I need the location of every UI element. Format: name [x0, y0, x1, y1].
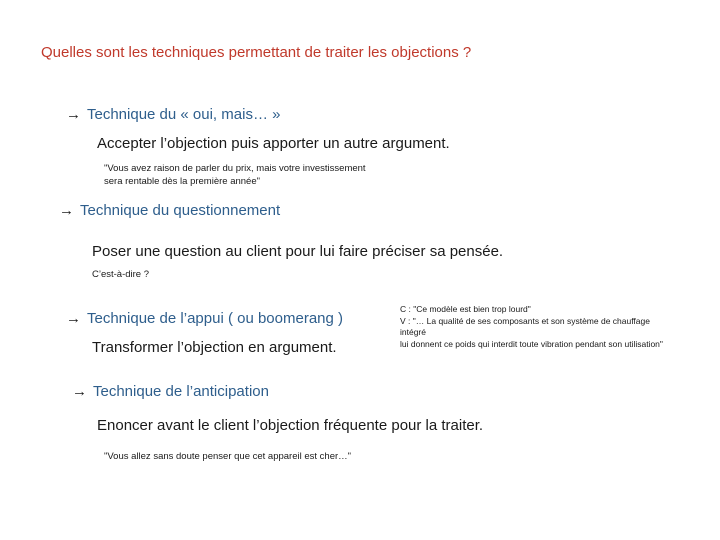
section-body-appui: Transformer l’objection en argument. — [92, 339, 337, 356]
example-line: C : "Ce modèle est bien trop lourd" — [400, 304, 531, 314]
arrow-icon: → — [66, 310, 81, 327]
example-oui-mais — [104, 162, 366, 188]
heading-label: Technique du questionnement — [80, 202, 281, 219]
section-heading-oui-mais — [66, 106, 280, 123]
heading-label: Technique du « oui, mais… » — [87, 106, 281, 123]
section-heading-appui — [66, 310, 343, 327]
example-appui — [400, 304, 665, 350]
example-anticipation — [104, 450, 351, 463]
example-line: V : "… La qualité de ses composants et son système de chauffage intégré — [400, 315, 650, 337]
example-line: sera rentable dès la première année" — [104, 176, 260, 187]
example-line: "Vous allez sans doute penser que cet appareil est cher…" — [104, 451, 352, 462]
example-line: "Vous avez raison de parler du prix, mais votre investissement — [104, 163, 366, 174]
example-questionnement — [92, 268, 149, 281]
arrow-icon: → — [59, 202, 74, 219]
section-heading-questionnement — [59, 202, 280, 219]
example-line: lui donnent ce poids qui interdit toute vibration pendant son utilisation" — [400, 338, 663, 349]
arrow-icon: → — [66, 106, 81, 123]
example-line: C’est-à-dire ? — [92, 269, 150, 280]
page-title: Quelles sont les techniques permettant de traiter les objections ? — [41, 44, 472, 61]
heading-label: Technique de l’appui ( ou boomerang ) — [87, 310, 344, 327]
section-body-questionnement: Poser une question au client pour lui faire préciser sa pensée. — [92, 243, 504, 260]
heading-label: Technique de l’anticipation — [93, 383, 269, 400]
section-body-anticipation: Enoncer avant le client l’objection fréquente pour la traiter. — [97, 417, 484, 434]
section-heading-anticipation — [72, 383, 269, 400]
arrow-icon: → — [72, 383, 87, 400]
section-body-oui-mais: Accepter l’objection puis apporter un autre argument. — [97, 135, 450, 152]
